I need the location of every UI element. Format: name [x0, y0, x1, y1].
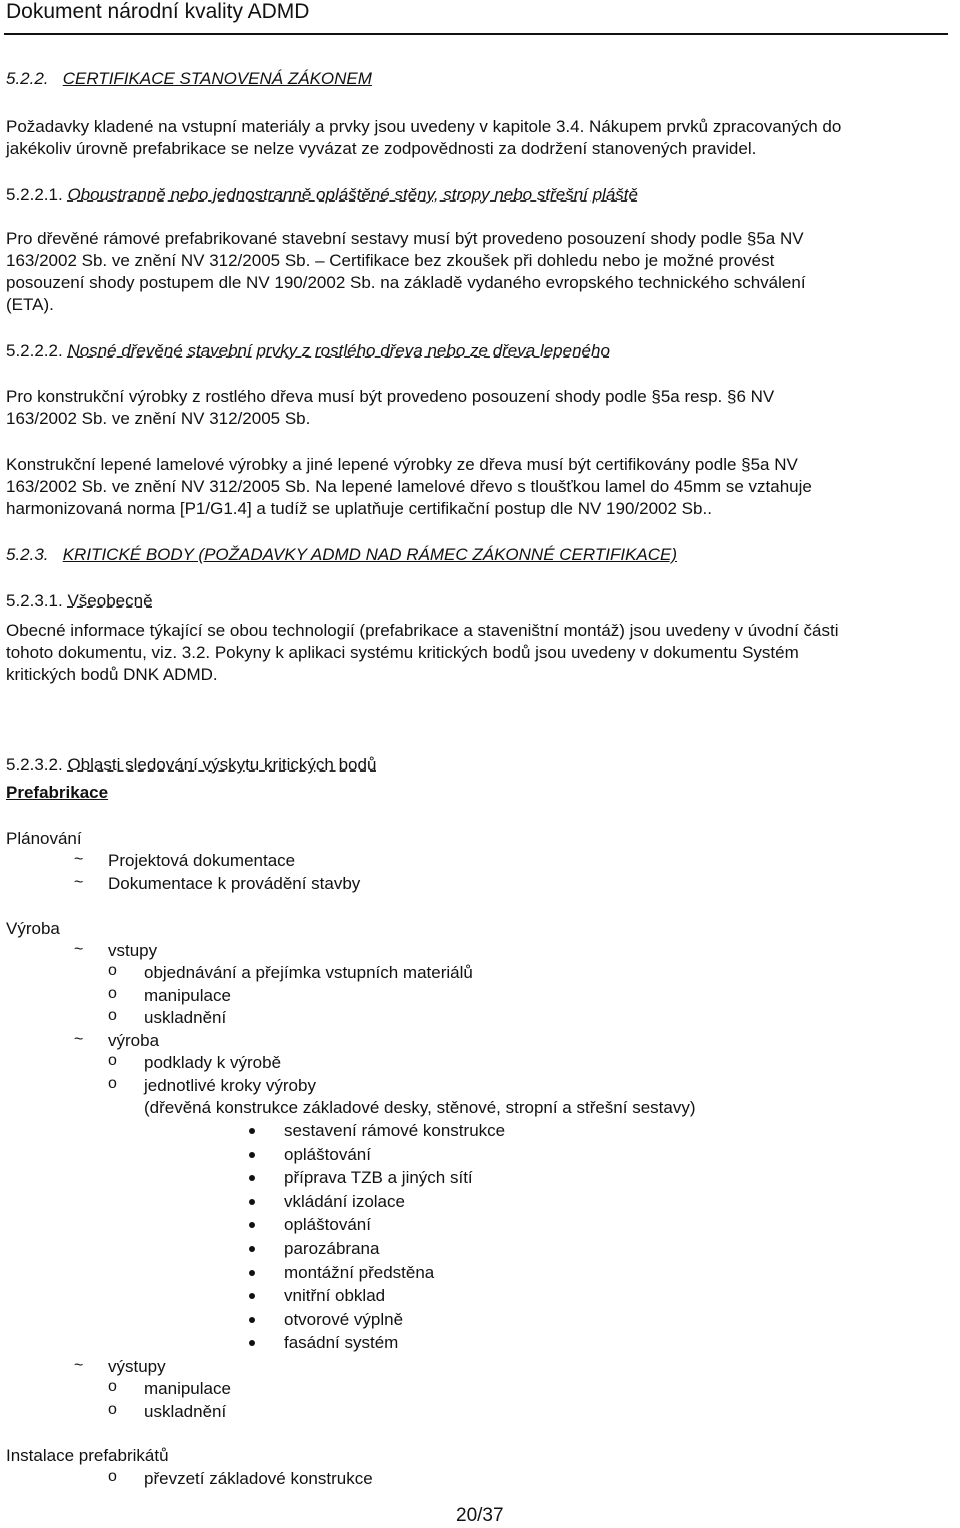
group-label: Instalace prefabrikátů: [6, 1446, 169, 1465]
section-number: 5.2.2.1.: [6, 185, 63, 204]
list-item: montážní předstěna: [284, 1263, 435, 1282]
paragraph-line: Pro konstrukční výrobky z rostlého dřeva musí být provedeno posouzení shody podle §5a resp. §6 NV: [6, 387, 775, 406]
subsection-title: Prefabrikace: [6, 783, 109, 802]
circle-bullet-icon: o: [108, 1468, 117, 1485]
paragraph-line: Obecné informace týkající se obou technologií (prefabrikace a staveništní montáž) jsou uvedeny v úvodní části: [6, 621, 839, 640]
list-item: opláštování: [284, 1145, 371, 1164]
circle-bullet-icon: o: [108, 1052, 117, 1069]
list-item: vkládání izolace: [284, 1192, 405, 1211]
circle-bullet-icon: o: [108, 985, 117, 1002]
list-item: objednávání a přejímka vstupních materiálů: [144, 963, 473, 982]
bullet-dot-icon: [249, 1128, 255, 1134]
circle-bullet-icon: o: [108, 1075, 117, 1092]
section-5223-heading: [6, 544, 677, 566]
section-52231-heading: [6, 590, 153, 612]
list-item: výroba: [108, 1031, 160, 1050]
tilde-bullet-icon: ~: [74, 1357, 84, 1374]
list-item: manipulace: [144, 986, 231, 1005]
section-number: 5.2.2.: [6, 69, 49, 88]
page-number: 20/37: [456, 1505, 504, 1526]
circle-bullet-icon: o: [108, 1401, 117, 1418]
group-label: Plánování: [6, 829, 82, 848]
bullet-dot-icon: [249, 1340, 255, 1346]
list-item: příprava TZB a jiných sítí: [284, 1168, 473, 1187]
list-item: vstupy: [108, 941, 158, 960]
list-item: uskladnění: [144, 1008, 227, 1027]
section-title: Oboustranně nebo jednostranně opláštěné stěny, stropy nebo střešní pláště: [67, 185, 638, 204]
list-item: Dokumentace k provádění stavby: [108, 874, 361, 893]
paragraph-line: Požadavky kladené na vstupní materiály a prvky jsou uvedeny v kapitole 3.4. Nákupem prvků zpracovaných do: [6, 117, 842, 136]
circle-bullet-icon: o: [108, 1378, 117, 1395]
section-52222-heading: [6, 340, 610, 362]
list-item: výstupy: [108, 1357, 166, 1376]
tilde-bullet-icon: ~: [74, 1031, 84, 1048]
bullet-dot-icon: [249, 1152, 255, 1158]
paragraph-line: (ETA).: [6, 295, 54, 314]
list-note: (dřevěná konstrukce základové desky, stěnové, stropní a střešní sestavy): [144, 1098, 696, 1117]
list-item: otvorové výplně: [284, 1310, 404, 1329]
section-5222-heading: [6, 68, 372, 90]
section-title: CERTIFIKACE STANOVENÁ ZÁKONEM: [62, 69, 372, 88]
tilde-bullet-icon: ~: [74, 941, 84, 958]
paragraph-line: posouzení shody postupem dle NV 190/2002 Sb. na základě vydaného evropského technického schválení: [6, 273, 806, 292]
section-number: 5.2.3.1.: [6, 591, 63, 610]
header-rule: [4, 33, 948, 35]
bullet-dot-icon: [249, 1293, 255, 1299]
paragraph-line: 163/2002 Sb. ve znění NV 312/2005 Sb.: [6, 409, 311, 428]
circle-bullet-icon: o: [108, 962, 117, 979]
group-label: Výroba: [6, 919, 60, 938]
list-item: jednotlivé kroky výroby: [144, 1076, 316, 1095]
list-item: fasádní systém: [284, 1333, 399, 1352]
section-number: 5.2.3.2.: [6, 755, 63, 774]
paragraph-line: tohoto dokumentu, viz. 3.2. Pokyny k aplikaci systému kritických bodů jsou uvedeny v dokumentu Systém: [6, 643, 799, 662]
bullet-dot-icon: [249, 1222, 255, 1228]
bullet-dot-icon: [249, 1246, 255, 1252]
list-item: parozábrana: [284, 1239, 380, 1258]
section-number: 5.2.3.: [6, 545, 49, 564]
section-title: KRITICKÉ BODY (POŽADAVKY ADMD NAD RÁMEC ZÁKONNÉ CERTIFIKACE): [62, 545, 678, 564]
bullet-dot-icon: [249, 1317, 255, 1323]
paragraph-line: 163/2002 Sb. ve znění NV 312/2005 Sb. Na lepené lamelové dřevo s tloušťkou lamel do 45mm se vztahuje: [6, 477, 812, 496]
document-header-title: Dokument národní kvality ADMD: [6, 0, 310, 23]
section-52221-heading: [6, 184, 638, 206]
circle-bullet-icon: o: [108, 1007, 117, 1024]
tilde-bullet-icon: ~: [74, 874, 84, 891]
paragraph-line: jakékoliv úrovně prefabrikace se nelze vyvázat ze zodpovědnosti za dodržení stanovených pravidel.: [6, 139, 757, 158]
list-item: Projektová dokumentace: [108, 851, 296, 870]
paragraph-line: kritických bodů DNK ADMD.: [6, 665, 218, 684]
list-item: vnitřní obklad: [284, 1286, 386, 1305]
tilde-bullet-icon: ~: [74, 851, 84, 868]
list-item: převzetí základové konstrukce: [144, 1469, 373, 1488]
paragraph-line: harmonizovaná norma [P1/G1.4] a tudíž se uplatňuje certifikační postup dle NV 190/2002 Sb..: [6, 499, 712, 518]
section-52232-heading: [6, 754, 376, 776]
list-item: sestavení rámové konstrukce: [284, 1121, 506, 1140]
paragraph-line: Pro dřevěné rámové prefabrikované stavební sestavy musí být provedeno posouzení shody podle §5a NV: [6, 229, 804, 248]
list-item: manipulace: [144, 1379, 231, 1398]
bullet-dot-icon: [249, 1270, 255, 1276]
section-number: 5.2.2.2.: [6, 341, 63, 360]
list-item: podklady k výrobě: [144, 1053, 282, 1072]
bullet-dot-icon: [249, 1199, 255, 1205]
list-item: opláštování: [284, 1215, 371, 1234]
list-item: uskladnění: [144, 1402, 227, 1421]
paragraph-line: Konstrukční lepené lamelové výrobky a jiné lepené výrobky ze dřeva musí být certifikovány podle §5a NV: [6, 455, 798, 474]
section-title: Oblasti sledování výskytu kritických bodů: [67, 755, 377, 774]
paragraph-line: 163/2002 Sb. ve znění NV 312/2005 Sb. – Certifikace bez zkoušek při dohledu nebo je možné provést: [6, 251, 775, 270]
section-title: Nosné dřevěné stavební prvky z rostlého dřeva nebo ze dřeva lepeného: [67, 341, 610, 360]
section-title: Všeobecně: [67, 591, 153, 610]
bullet-dot-icon: [249, 1175, 255, 1181]
